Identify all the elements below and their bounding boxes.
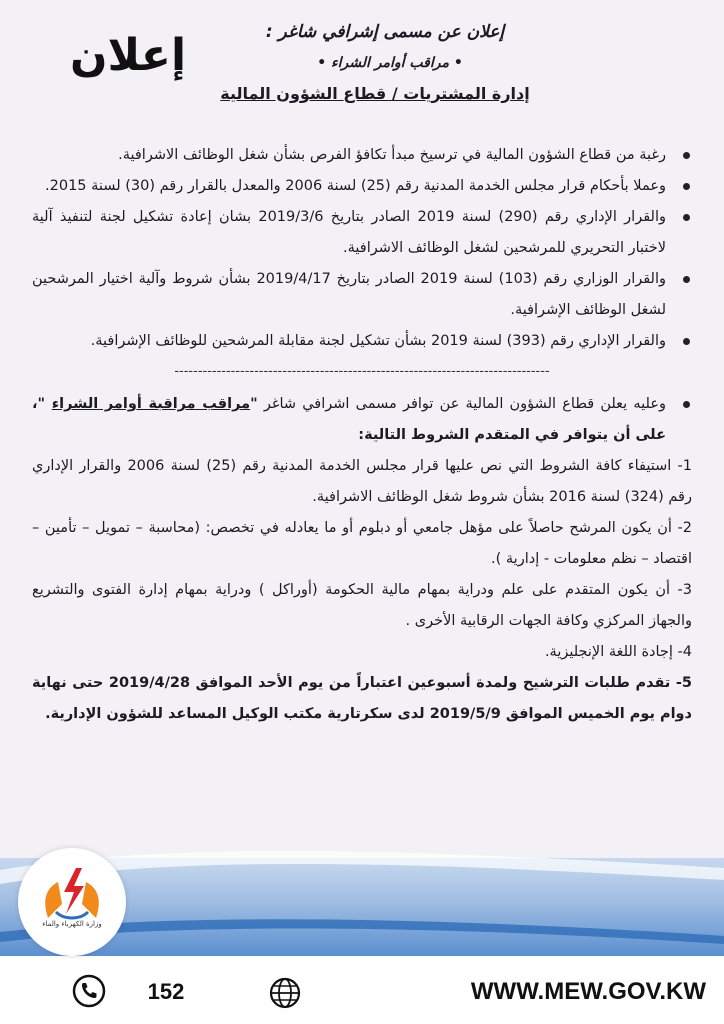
vacancy-heading: إعلان عن مسمى إشرافي شاغر : (265, 22, 505, 42)
job-title: مراقب مراقبة أوامر الشراء (51, 396, 251, 412)
announcement-statement: وعليه يعلن قطاع الشؤون المالية عن توافر مسمى اشرافي شاغر "مراقب مراقبة أوامر الشراء "، على أن يتوافر في المتقدم الشروط التالية: (32, 389, 692, 451)
position-name: • مراقب أوامر الشراء • (317, 55, 463, 71)
condition-item: 3- أن يكون المتقدم على علم ودراية بمهام مالية الحكومة (أوراكل ) ودراية بمهام إدارة الفتوى والتشريع والجهاز المركزي وكافة الجهات الرقابية الأخرى . (32, 582, 692, 629)
bullet-icon (683, 214, 690, 221)
page-number: 152 (147, 979, 185, 1004)
logo-caption: وزارة الكهرباء والماء (42, 920, 102, 928)
ministry-logo (18, 848, 126, 956)
condition-item: 4- إجادة اللغة الإنجليزية. (544, 644, 692, 660)
phone-icon[interactable] (72, 974, 106, 1008)
list-item: والقرار الوزاري رقم (103) لسنة 2019 الصادر بتاريخ 2019/4/17 بشأن شروط وآلية اختيار المرشحين لشغل الوظائف الإشرافية. (32, 264, 692, 326)
list-item: والقرار الإداري رقم (290) لسنة 2019 الصادر بتاريخ 2019/3/6 بشان إعادة تشكيل لجنة لتنفيذ آلية لاختبار التحريري للمرشحين لشغل الوظائف الاشرافية. (32, 202, 692, 264)
department-heading: إدارة المشتريات / قطاع الشؤون المالية (220, 84, 530, 103)
bullet-icon (683, 183, 690, 190)
condition-item: 1- استيفاء كافة الشروط التي نص عليها قرار مجلس الخدمة المدنية رقم (25) لسنة 2006 والقرار الإداري رقم (324) لسنة 2016 بشأن شروط شغل الوظائف الاشرافية. (32, 458, 692, 505)
bullet-icon (683, 338, 690, 345)
announcement-title: إعلان (69, 30, 187, 81)
globe-icon[interactable] (268, 976, 302, 1010)
announcement-body (32, 140, 692, 730)
bullet-icon (683, 401, 690, 408)
deadline-condition: 5- تقدم طلبات الترشيح ولمدة أسبوعين اعتباراً من يوم الأحد الموافق 2019/4/28 حتى نهاية دوام يوم الخميس الموافق 2019/5/9 لدى سكرتارية مكتب الوكيل المساعد للشؤون الإدارية. (32, 675, 693, 722)
bullet-icon (683, 152, 690, 159)
list-item: والقرار الإداري رقم (393) لسنة 2019 بشأن تشكيل لجنة مقابلة المرشحين للوظائف الإشرافية. (32, 326, 692, 357)
condition-item: 2- أن يكون المرشح حاصلاً على مؤهل جامعي أو دبلوم أو ما يعادله في تخصص: (محاسبة – تمويل – تأمين – اقتصاد – نظم معلومات - إدارية ). (32, 520, 692, 567)
list-item: وعملا بأحكام قرار مجلس الخدمة المدنية رقم (25) لسنة 2006 والمعدل بالقرار رقم (30) لسنة 2015. (32, 171, 692, 202)
list-item: رغبة من قطاع الشؤون المالية في ترسيخ مبدأ تكافؤ الفرص بشأن شغل الوظائف الاشرافية. (32, 140, 692, 171)
logo-icon (18, 848, 126, 956)
website-link[interactable]: WWW.MEW.GOV.KW (470, 978, 706, 1005)
bullet-icon (683, 276, 690, 283)
divider: -------------------------------------------------------------------------------- (174, 364, 550, 379)
